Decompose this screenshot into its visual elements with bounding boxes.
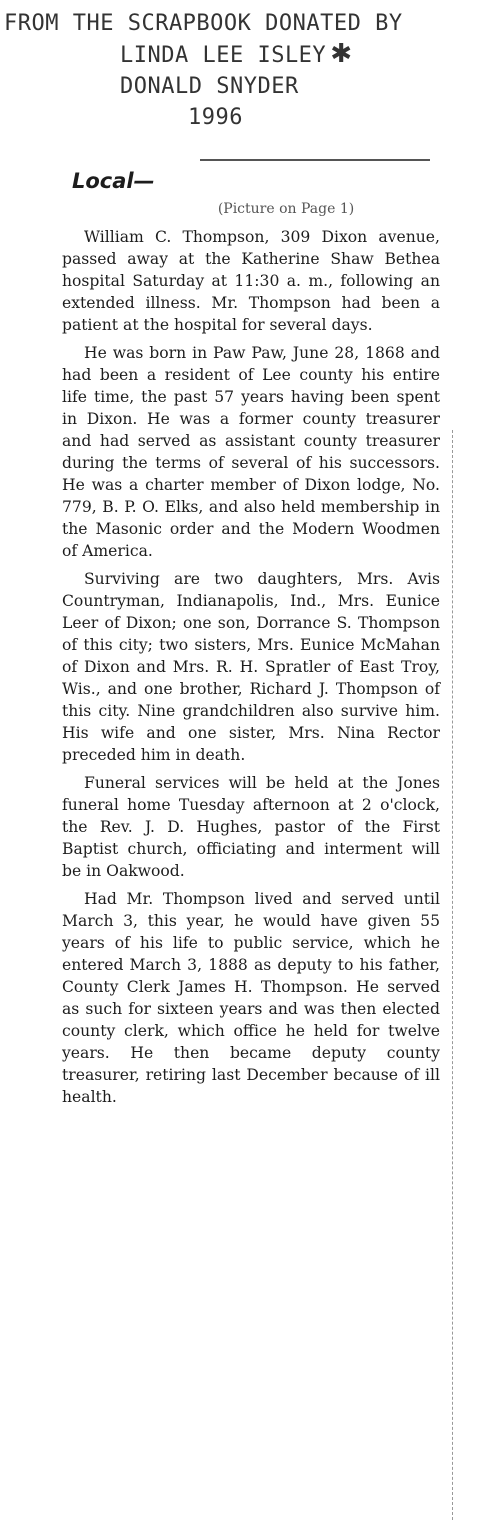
article-paragraph: William C. Thompson, 309 Dixon avenue, passed away at the Katherine Shaw Bethea hospital Saturday at 11:30 a. m., following an extended illness. Mr. Thompson had been a patient at the hospital for several days.: [62, 228, 440, 334]
clipping-edge: [452, 430, 453, 1520]
asterisk-mark-icon: ✱: [330, 39, 353, 69]
header-line-year: 1996: [188, 105, 243, 130]
header-line-second-donor: DONALD SNYDER: [120, 74, 299, 99]
header-line-donor: [0, 39, 496, 71]
article-paragraph: He was born in Paw Paw, June 28, 1868 and had been a resident of Lee county his entire life time, the past 57 years having been spent in Dixon. He was a former county treasurer and had served as assistant county treasurer during the terms of several of his successors. He was a charter member of Dixon lodge, No. 779, B. P. O. Elks, and also held membership in the Masonic order and the Modern Woodmen of America.: [62, 344, 440, 560]
section-heading: Local—: [72, 169, 155, 193]
article-paragraph: Had Mr. Thompson lived and served until March 3, this year, he would have given 55 years of his life to public service, which he entered March 3, 1888 as deputy to his father, County Clerk James H. Thompson. He served as such for sixteen years and was then elected county clerk, which office he held for twelve years. He then became deputy county treasurer, retiring last December because of ill health.: [62, 890, 440, 1106]
header-line-donated-by: FROM THE SCRAPBOOK DONATED BY: [4, 11, 403, 36]
article-paragraph: Funeral services will be held at the Jones funeral home Tuesday afternoon at 2 o'clock, the Rev. J. D. Hughes, pastor of the First Baptist church, officiating and interment will be in Oakwood.: [62, 774, 440, 880]
separator-rule: [200, 159, 430, 161]
picture-caption: (Picture on Page 1): [217, 201, 355, 217]
article-paragraph: Surviving are two daughters, Mrs. Avis Countryman, Indianapolis, Ind., Mrs. Eunice Leer of Dixon; one son, Dorrance S. Thompson of this city; two sisters, Mrs. Eunice McMahan of Dixon and Mrs. R. H. Spratler of East Troy, Wis., and one brother, Richard J. Thompson of this city. Nine grandchildren also survive him. His wife and one sister, Mrs. Nina Rector preceded him in death.: [62, 570, 440, 764]
obituary-article: [62, 166, 440, 1114]
donor-name: LINDA LEE ISLEY: [120, 43, 327, 68]
scrapbook-header: [0, 8, 496, 133]
